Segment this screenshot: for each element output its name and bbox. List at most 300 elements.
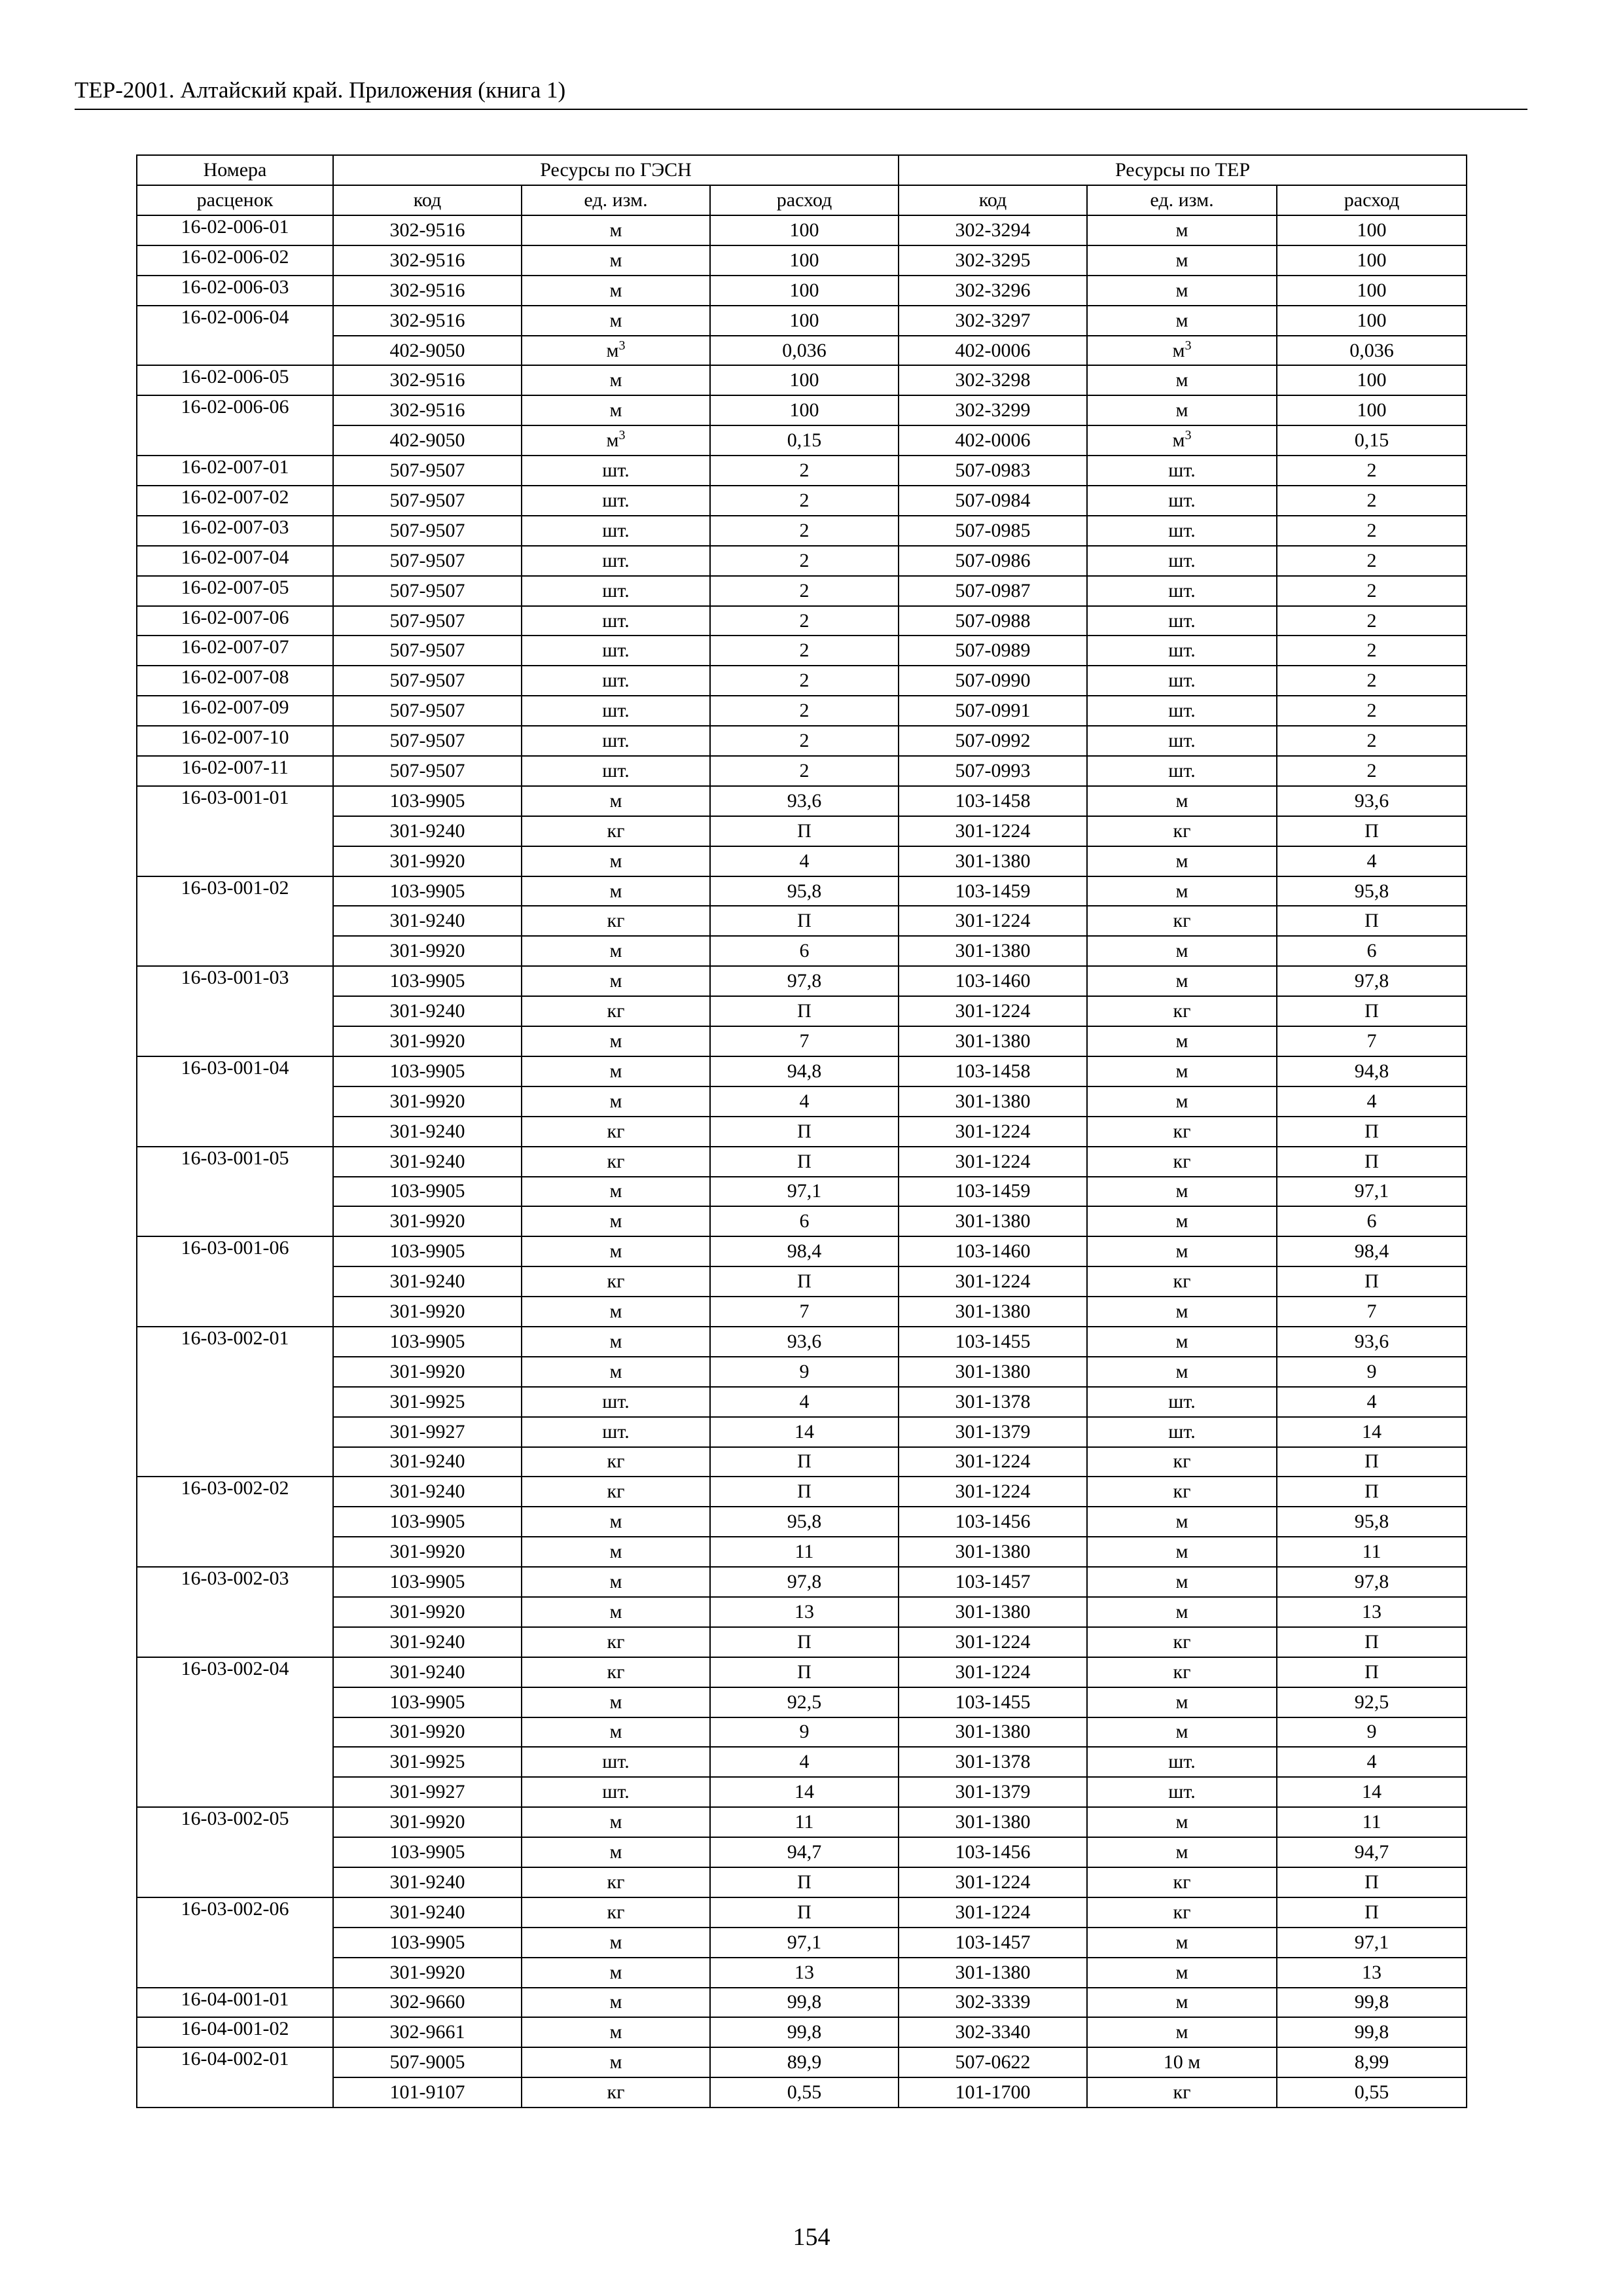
table-row xyxy=(137,606,1467,636)
gesn-unit-cell: шт. xyxy=(522,696,710,726)
ter-code-cell: 301-1380 xyxy=(899,1597,1087,1627)
gesn-code-cell: 301-9240 xyxy=(333,1627,522,1657)
ter-code-cell: 302-3296 xyxy=(899,276,1087,306)
ter-consumption-cell: П xyxy=(1277,816,1467,846)
ter-unit-cell: шт. xyxy=(1087,1387,1277,1417)
gesn-code-cell: 301-9240 xyxy=(333,1867,522,1897)
ter-consumption-cell: 0,15 xyxy=(1277,425,1467,456)
rate-number-cell: 16-04-001-02 xyxy=(137,2017,333,2047)
gesn-consumption-cell: 94,7 xyxy=(710,1837,899,1867)
rate-number-cell: 16-02-007-09 xyxy=(137,696,333,726)
rate-number-cell: 16-02-006-02 xyxy=(137,245,333,276)
rate-number-cell: 16-02-006-03 xyxy=(137,276,333,306)
gesn-unit-cell: м xyxy=(522,1327,710,1357)
ter-unit-cell: м xyxy=(1087,1537,1277,1567)
rate-number-cell: 16-03-002-02 xyxy=(137,1477,333,1567)
table-header xyxy=(137,155,1467,215)
table-row xyxy=(137,1687,1467,1717)
ter-unit-cell: кг xyxy=(1087,1867,1277,1897)
gesn-code-cell: 301-9925 xyxy=(333,1747,522,1777)
ter-unit-cell: кг xyxy=(1087,1447,1277,1477)
gesn-consumption-cell: 93,6 xyxy=(710,786,899,816)
gesn-consumption-cell: 2 xyxy=(710,456,899,486)
table-row xyxy=(137,1897,1467,1928)
table-row xyxy=(137,516,1467,546)
gesn-consumption-cell: 4 xyxy=(710,1747,899,1777)
gesn-consumption-cell: 2 xyxy=(710,576,899,606)
rate-number-cell: 16-03-002-04 xyxy=(137,1657,333,1807)
page-number: 154 xyxy=(793,2223,830,2251)
gesn-unit-cell: $м^3$ xyxy=(522,336,710,366)
header-ter: Ресурсы по ТЕР xyxy=(899,155,1467,185)
gesn-consumption-cell: 2 xyxy=(710,516,899,546)
gesn-unit-cell: м xyxy=(522,365,710,395)
ter-consumption-cell: 2 xyxy=(1277,486,1467,516)
gesn-unit-cell: м xyxy=(522,1537,710,1567)
ter-consumption-cell: 95,8 xyxy=(1277,876,1467,906)
ter-unit-cell: м xyxy=(1087,1958,1277,1988)
gesn-code-cell: 103-9905 xyxy=(333,1928,522,1958)
gesn-unit-cell: шт. xyxy=(522,756,710,786)
table-header-row-columns xyxy=(137,185,1467,215)
gesn-code-cell: 302-9516 xyxy=(333,215,522,245)
ter-unit-cell: м xyxy=(1087,876,1277,906)
table-row xyxy=(137,2047,1467,2077)
gesn-unit-cell: м xyxy=(522,245,710,276)
table-row xyxy=(137,1177,1467,1207)
ter-unit-cell: м xyxy=(1087,276,1277,306)
ter-consumption-cell: 4 xyxy=(1277,846,1467,876)
gesn-code-cell: 301-9927 xyxy=(333,1777,522,1807)
ter-unit-cell: м xyxy=(1087,1597,1277,1627)
rate-number-cell: 16-03-001-05 xyxy=(137,1147,333,1237)
ter-consumption-cell: 93,6 xyxy=(1277,1327,1467,1357)
ter-unit-cell: кг xyxy=(1087,1117,1277,1147)
gesn-unit-cell: м xyxy=(522,1988,710,2018)
ter-consumption-cell: П xyxy=(1277,996,1467,1026)
table-row xyxy=(137,1417,1467,1447)
gesn-code-cell: 302-9516 xyxy=(333,365,522,395)
ter-unit-cell: шт. xyxy=(1087,726,1277,756)
ter-code-cell: 301-1224 xyxy=(899,1897,1087,1928)
gesn-code-cell: 402-9050 xyxy=(333,336,522,366)
rate-number-cell: 16-02-006-04 xyxy=(137,306,333,366)
ter-unit-cell: шт. xyxy=(1087,1777,1277,1807)
ter-code-cell: 301-1380 xyxy=(899,1026,1087,1056)
gesn-unit-cell: кг xyxy=(522,1477,710,1507)
gesn-consumption-cell: 4 xyxy=(710,1086,899,1117)
ter-consumption-cell: 92,5 xyxy=(1277,1687,1467,1717)
gesn-consumption-cell: 0,036 xyxy=(710,336,899,366)
ter-consumption-cell: 100 xyxy=(1277,276,1467,306)
ter-unit-cell: кг xyxy=(1087,996,1277,1026)
ter-consumption-cell: 7 xyxy=(1277,1297,1467,1327)
ter-unit-cell: м xyxy=(1087,1807,1277,1837)
gesn-unit-cell: шт. xyxy=(522,516,710,546)
rate-number-cell: 16-02-007-03 xyxy=(137,516,333,546)
table-row xyxy=(137,1387,1467,1417)
ter-unit-cell: шт. xyxy=(1087,546,1277,576)
ter-unit-cell: м xyxy=(1087,1236,1277,1266)
ter-consumption-cell: П xyxy=(1277,1627,1467,1657)
gesn-unit-cell: м xyxy=(522,1357,710,1387)
ter-unit-cell: м xyxy=(1087,1086,1277,1117)
rate-number-cell: 16-04-002-01 xyxy=(137,2047,333,2108)
gesn-consumption-cell: 2 xyxy=(710,636,899,666)
ter-unit-cell: шт. xyxy=(1087,636,1277,666)
ter-consumption-cell: 2 xyxy=(1277,576,1467,606)
table-row xyxy=(137,1086,1467,1117)
gesn-code-cell: 301-9920 xyxy=(333,1807,522,1837)
gesn-unit-cell: кг xyxy=(522,1867,710,1897)
ter-consumption-cell: 13 xyxy=(1277,1958,1467,1988)
ter-code-cell: 507-0988 xyxy=(899,606,1087,636)
table-row xyxy=(137,336,1467,366)
gesn-unit-cell: шт. xyxy=(522,606,710,636)
gesn-code-cell: 302-9516 xyxy=(333,276,522,306)
gesn-code-cell: 301-9920 xyxy=(333,1717,522,1748)
ter-unit-cell: кг xyxy=(1087,1477,1277,1507)
ter-unit-cell: шт. xyxy=(1087,576,1277,606)
table-row xyxy=(137,786,1467,816)
ter-code-cell: 402-0006 xyxy=(899,425,1087,456)
header-gesn-code: код xyxy=(333,185,522,215)
ter-unit-cell: м xyxy=(1087,1056,1277,1086)
gesn-code-cell: 302-9516 xyxy=(333,306,522,336)
gesn-code-cell: 507-9507 xyxy=(333,696,522,726)
table-row xyxy=(137,1988,1467,2018)
table-row xyxy=(137,1717,1467,1748)
ter-code-cell: 301-1224 xyxy=(899,816,1087,846)
table-row xyxy=(137,1147,1467,1177)
gesn-code-cell: 302-9661 xyxy=(333,2017,522,2047)
rate-number-cell: 16-03-001-06 xyxy=(137,1236,333,1327)
gesn-code-cell: 103-9905 xyxy=(333,966,522,996)
gesn-unit-cell: кг xyxy=(522,1117,710,1147)
gesn-unit-cell: м xyxy=(522,1958,710,1988)
gesn-code-cell: 301-9240 xyxy=(333,1147,522,1177)
gesn-code-cell: 103-9905 xyxy=(333,786,522,816)
table-row xyxy=(137,876,1467,906)
gesn-code-cell: 507-9507 xyxy=(333,516,522,546)
gesn-consumption-cell: 97,1 xyxy=(710,1928,899,1958)
gesn-consumption-cell: 6 xyxy=(710,1206,899,1236)
ter-consumption-cell: 2 xyxy=(1277,456,1467,486)
ter-code-cell: 301-1380 xyxy=(899,1086,1087,1117)
ter-consumption-cell: 9 xyxy=(1277,1717,1467,1748)
table-body xyxy=(137,215,1467,2108)
rate-number-cell: 16-03-001-04 xyxy=(137,1056,333,1147)
table-row xyxy=(137,456,1467,486)
gesn-unit-cell: кг xyxy=(522,1147,710,1177)
table-row xyxy=(137,2017,1467,2047)
gesn-code-cell: 301-9927 xyxy=(333,1417,522,1447)
ter-consumption-cell: 97,1 xyxy=(1277,1928,1467,1958)
gesn-unit-cell: м xyxy=(522,1717,710,1748)
table-row xyxy=(137,395,1467,425)
ter-code-cell: 301-1224 xyxy=(899,1627,1087,1657)
gesn-consumption-cell: П xyxy=(710,1867,899,1897)
rate-number-cell: 16-02-007-10 xyxy=(137,726,333,756)
table-row xyxy=(137,486,1467,516)
ter-code-cell: 301-1224 xyxy=(899,1657,1087,1687)
ter-unit-cell: м xyxy=(1087,1357,1277,1387)
ter-unit-cell: $м^3$ xyxy=(1087,425,1277,456)
gesn-code-cell: 301-9240 xyxy=(333,906,522,936)
gesn-consumption-cell: 97,8 xyxy=(710,1567,899,1597)
ter-unit-cell: м xyxy=(1087,1206,1277,1236)
ter-consumption-cell: 93,6 xyxy=(1277,786,1467,816)
ter-unit-cell: м xyxy=(1087,1026,1277,1056)
gesn-consumption-cell: 9 xyxy=(710,1357,899,1387)
ter-consumption-cell: П xyxy=(1277,906,1467,936)
rate-number-cell: 16-02-006-01 xyxy=(137,215,333,245)
ter-unit-cell: м xyxy=(1087,1687,1277,1717)
ter-unit-cell: м xyxy=(1087,1717,1277,1748)
gesn-consumption-cell: 100 xyxy=(710,306,899,336)
ter-code-cell: 103-1455 xyxy=(899,1327,1087,1357)
gesn-unit-cell: м xyxy=(522,846,710,876)
ter-code-cell: 302-3295 xyxy=(899,245,1087,276)
ter-unit-cell: шт. xyxy=(1087,696,1277,726)
ter-code-cell: 103-1459 xyxy=(899,1177,1087,1207)
header-numbers-line1: Номера xyxy=(137,155,333,185)
table-row xyxy=(137,215,1467,245)
ter-code-cell: 101-1700 xyxy=(899,2077,1087,2108)
gesn-unit-cell: м xyxy=(522,966,710,996)
ter-unit-cell: м xyxy=(1087,215,1277,245)
ter-code-cell: 103-1457 xyxy=(899,1928,1087,1958)
table-row xyxy=(137,996,1467,1026)
table-row xyxy=(137,1357,1467,1387)
ter-unit-cell: м xyxy=(1087,2017,1277,2047)
ter-consumption-cell: 95,8 xyxy=(1277,1507,1467,1537)
gesn-code-cell: 301-9920 xyxy=(333,1206,522,1236)
table-row xyxy=(137,1928,1467,1958)
gesn-unit-cell: кг xyxy=(522,1447,710,1477)
gesn-unit-cell: м xyxy=(522,1206,710,1236)
gesn-code-cell: 507-9507 xyxy=(333,576,522,606)
table-row xyxy=(137,245,1467,276)
table-row xyxy=(137,1597,1467,1627)
ter-unit-cell: шт. xyxy=(1087,486,1277,516)
table-row xyxy=(137,425,1467,456)
ter-code-cell: 507-0985 xyxy=(899,516,1087,546)
rate-number-cell: 16-03-002-06 xyxy=(137,1897,333,1988)
gesn-unit-cell: шт. xyxy=(522,456,710,486)
table-row xyxy=(137,966,1467,996)
gesn-consumption-cell: 2 xyxy=(710,726,899,756)
table-row xyxy=(137,1657,1467,1687)
ter-code-cell: 103-1456 xyxy=(899,1837,1087,1867)
ter-unit-cell: кг xyxy=(1087,1627,1277,1657)
ter-code-cell: 301-1224 xyxy=(899,906,1087,936)
ter-code-cell: 507-0990 xyxy=(899,666,1087,696)
table-row xyxy=(137,1117,1467,1147)
rate-number-cell: 16-03-001-02 xyxy=(137,876,333,967)
ter-code-cell: 507-0986 xyxy=(899,546,1087,576)
gesn-code-cell: 301-9920 xyxy=(333,1537,522,1567)
gesn-unit-cell: м xyxy=(522,786,710,816)
header-ter-consumption: расход xyxy=(1277,185,1467,215)
rate-number-cell: 16-02-006-05 xyxy=(137,365,333,395)
ter-code-cell: 507-0989 xyxy=(899,636,1087,666)
gesn-consumption-cell: 100 xyxy=(710,365,899,395)
ter-code-cell: 507-0984 xyxy=(899,486,1087,516)
gesn-consumption-cell: 2 xyxy=(710,606,899,636)
table-row xyxy=(137,276,1467,306)
ter-code-cell: 507-0983 xyxy=(899,456,1087,486)
gesn-code-cell: 301-9240 xyxy=(333,1266,522,1297)
gesn-unit-cell: шт. xyxy=(522,636,710,666)
table-row xyxy=(137,576,1467,606)
ter-consumption-cell: 2 xyxy=(1277,666,1467,696)
table-row xyxy=(137,1627,1467,1657)
gesn-unit-cell: м xyxy=(522,2047,710,2077)
gesn-code-cell: 507-9507 xyxy=(333,546,522,576)
table-row xyxy=(137,1297,1467,1327)
ter-code-cell: 301-1224 xyxy=(899,1266,1087,1297)
ter-code-cell: 301-1380 xyxy=(899,846,1087,876)
ter-consumption-cell: 94,7 xyxy=(1277,1837,1467,1867)
header-numbers-line2: расценок xyxy=(137,185,333,215)
ter-consumption-cell: П xyxy=(1277,1657,1467,1687)
ter-code-cell: 302-3299 xyxy=(899,395,1087,425)
table-row xyxy=(137,1837,1467,1867)
gesn-consumption-cell: 11 xyxy=(710,1537,899,1567)
gesn-unit-cell: кг xyxy=(522,1657,710,1687)
gesn-unit-cell: м xyxy=(522,936,710,966)
ter-code-cell: 103-1460 xyxy=(899,966,1087,996)
ter-consumption-cell: 4 xyxy=(1277,1086,1467,1117)
ter-consumption-cell: 94,8 xyxy=(1277,1056,1467,1086)
table-row xyxy=(137,1477,1467,1507)
ter-code-cell: 103-1455 xyxy=(899,1687,1087,1717)
table-row xyxy=(137,1026,1467,1056)
header-gesn-unit: ед. изм. xyxy=(522,185,710,215)
ter-code-cell: 302-3298 xyxy=(899,365,1087,395)
rate-number-cell: 16-03-001-01 xyxy=(137,786,333,876)
table-row xyxy=(137,816,1467,846)
ter-consumption-cell: 13 xyxy=(1277,1597,1467,1627)
table-row xyxy=(137,1958,1467,1988)
gesn-unit-cell: шт. xyxy=(522,1747,710,1777)
gesn-consumption-cell: 89,9 xyxy=(710,2047,899,2077)
ter-consumption-cell: 2 xyxy=(1277,546,1467,576)
rate-number-cell: 16-04-001-01 xyxy=(137,1988,333,2018)
ter-unit-cell: кг xyxy=(1087,1897,1277,1928)
table-row xyxy=(137,1867,1467,1897)
gesn-consumption-cell: 4 xyxy=(710,1387,899,1417)
gesn-consumption-cell: 4 xyxy=(710,846,899,876)
gesn-consumption-cell: 0,15 xyxy=(710,425,899,456)
table-row xyxy=(137,846,1467,876)
gesn-consumption-cell: П xyxy=(710,1117,899,1147)
ter-code-cell: 301-1224 xyxy=(899,996,1087,1026)
ter-code-cell: 301-1379 xyxy=(899,1417,1087,1447)
ter-unit-cell: м xyxy=(1087,365,1277,395)
gesn-code-cell: 507-9507 xyxy=(333,486,522,516)
gesn-consumption-cell: 13 xyxy=(710,1958,899,1988)
gesn-unit-cell: кг xyxy=(522,906,710,936)
gesn-consumption-cell: 100 xyxy=(710,395,899,425)
ter-code-cell: 507-0992 xyxy=(899,726,1087,756)
gesn-code-cell: 101-9107 xyxy=(333,2077,522,2108)
table-row xyxy=(137,546,1467,576)
ter-unit-cell: м xyxy=(1087,306,1277,336)
ter-consumption-cell: 99,8 xyxy=(1277,2017,1467,2047)
gesn-code-cell: 301-9920 xyxy=(333,1958,522,1988)
ter-code-cell: 301-1224 xyxy=(899,1447,1087,1477)
table-row xyxy=(137,726,1467,756)
gesn-code-cell: 302-9516 xyxy=(333,245,522,276)
ter-code-cell: 301-1378 xyxy=(899,1387,1087,1417)
gesn-unit-cell: м xyxy=(522,1567,710,1597)
gesn-consumption-cell: П xyxy=(710,906,899,936)
rate-number-cell: 16-02-006-06 xyxy=(137,395,333,456)
ter-consumption-cell: 100 xyxy=(1277,306,1467,336)
table-row xyxy=(137,696,1467,726)
gesn-unit-cell: шт. xyxy=(522,1417,710,1447)
gesn-consumption-cell: 0,55 xyxy=(710,2077,899,2108)
gesn-code-cell: 302-9516 xyxy=(333,395,522,425)
gesn-code-cell: 301-9920 xyxy=(333,1297,522,1327)
gesn-code-cell: 507-9507 xyxy=(333,666,522,696)
ter-consumption-cell: 100 xyxy=(1277,245,1467,276)
gesn-code-cell: 507-9507 xyxy=(333,636,522,666)
gesn-consumption-cell: П xyxy=(710,1477,899,1507)
table-row xyxy=(137,1537,1467,1567)
gesn-code-cell: 402-9050 xyxy=(333,425,522,456)
gesn-unit-cell: м xyxy=(522,276,710,306)
ter-code-cell: 302-3339 xyxy=(899,1988,1087,2018)
table-row xyxy=(137,1507,1467,1537)
rate-number-cell: 16-02-007-08 xyxy=(137,666,333,696)
table-row xyxy=(137,1206,1467,1236)
gesn-consumption-cell: 7 xyxy=(710,1026,899,1056)
resources-table-container xyxy=(136,154,1466,2108)
ter-unit-cell: кг xyxy=(1087,906,1277,936)
ter-unit-cell: м xyxy=(1087,1297,1277,1327)
gesn-unit-cell: м xyxy=(522,1056,710,1086)
table-row xyxy=(137,306,1467,336)
ter-unit-cell: м xyxy=(1087,1327,1277,1357)
ter-consumption-cell: П xyxy=(1277,1117,1467,1147)
ter-code-cell: 301-1378 xyxy=(899,1747,1087,1777)
header-gesn: Ресурсы по ГЭСН xyxy=(333,155,899,185)
rate-number-cell: 16-02-007-06 xyxy=(137,606,333,636)
table-row xyxy=(137,1777,1467,1807)
table-row xyxy=(137,1266,1467,1297)
gesn-code-cell: 103-9905 xyxy=(333,876,522,906)
gesn-code-cell: 301-9240 xyxy=(333,1657,522,1687)
gesn-unit-cell: кг xyxy=(522,1266,710,1297)
ter-consumption-cell: 100 xyxy=(1277,395,1467,425)
ter-code-cell: 301-1224 xyxy=(899,1867,1087,1897)
table-row xyxy=(137,1056,1467,1086)
ter-consumption-cell: 98,4 xyxy=(1277,1236,1467,1266)
ter-code-cell: 301-1380 xyxy=(899,1297,1087,1327)
gesn-code-cell: 103-9905 xyxy=(333,1507,522,1537)
ter-unit-cell: м xyxy=(1087,245,1277,276)
ter-code-cell: 103-1459 xyxy=(899,876,1087,906)
resources-table xyxy=(136,154,1467,2108)
table-row xyxy=(137,756,1467,786)
ter-unit-cell: кг xyxy=(1087,2077,1277,2108)
ter-code-cell: 301-1224 xyxy=(899,1117,1087,1147)
ter-code-cell: 301-1380 xyxy=(899,1357,1087,1387)
ter-unit-cell: кг xyxy=(1087,1657,1277,1687)
